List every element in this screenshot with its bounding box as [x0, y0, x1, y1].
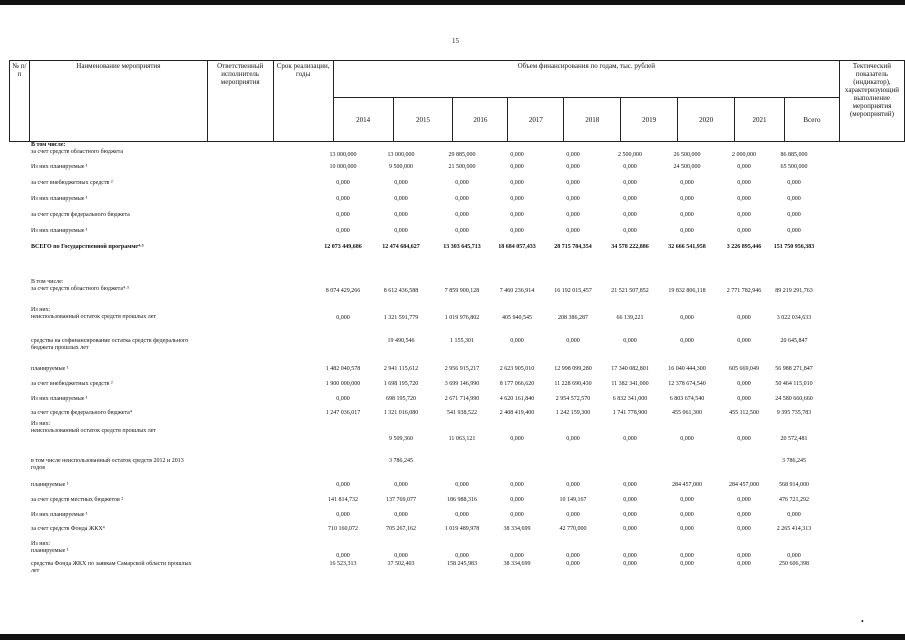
row-value: 0,000: [510, 152, 524, 158]
page-number: 15: [452, 37, 459, 45]
row-value: 0,000: [566, 512, 580, 518]
row-value: 6 803 674,540: [669, 396, 705, 402]
header-indicator: Тектический показатель (индикатор), характеризующий выполнение мероприятия (мероприятий): [839, 61, 904, 142]
row-label: за счет внебюджетных средств ²: [31, 180, 113, 186]
row-label: за счет внебюджетных средств ²: [31, 381, 113, 387]
row-value: 0,000: [510, 164, 524, 170]
row-value: 0,000: [680, 196, 694, 202]
row-value: 0,000: [510, 212, 524, 218]
row-value: 1 019 489,978: [444, 526, 480, 532]
row-value: 20 645,847: [780, 338, 808, 344]
row-value: 0,000: [566, 436, 580, 442]
row-value: 18 684 057,433: [498, 244, 536, 250]
row-value: 541 938,522: [447, 410, 477, 416]
row-value: 0,000: [510, 338, 524, 344]
header-year: Всего: [784, 98, 839, 142]
row-value: 37 502,403: [387, 561, 415, 567]
header-executor: Ответственный исполнитель мероприятия: [207, 61, 273, 142]
row-label: за счет средств местных бюджетов ²: [31, 497, 124, 503]
row-value: 3 699 146,990: [444, 381, 480, 387]
row-value: 0,000: [455, 512, 469, 518]
row-value: 0,000: [455, 482, 469, 488]
row-value: 6 832 341,000: [612, 396, 648, 402]
row-value: 3 786,245: [782, 458, 806, 464]
row-value: 0,000: [336, 228, 350, 234]
row-value: 0,000: [455, 228, 469, 234]
row-value: 605 669,049: [729, 366, 759, 372]
row-value: 158 245,983: [447, 561, 477, 567]
row-value: 0,000: [737, 526, 751, 532]
row-value: 0,000: [737, 381, 751, 387]
row-value: 0,000: [737, 396, 751, 402]
row-value: 1 698 195,720: [383, 381, 419, 387]
row-value: 208 386,287: [558, 315, 588, 321]
row-value: 0,000: [394, 482, 408, 488]
row-value: 10 000,000: [329, 164, 357, 170]
row-value: 3 786,245: [389, 458, 413, 464]
row-value: 0,000: [680, 436, 694, 442]
row-value: 34 578 222,886: [611, 244, 649, 250]
row-value: 1 741 778,900: [612, 410, 648, 416]
row-value: 12 998 099,280: [554, 366, 592, 372]
row-value: 0,000: [623, 482, 637, 488]
row-value: 11 382 341,000: [611, 381, 649, 387]
row-value: 0,000: [737, 436, 751, 442]
row-value: 1 019 976,802: [444, 315, 480, 321]
row-value: 50 464 115,010: [775, 381, 813, 387]
row-label: Из них планируемые ¹: [31, 396, 88, 402]
row-value: 65 500,000: [780, 164, 808, 170]
row-value: 0,000: [623, 497, 637, 503]
row-value: 0,000: [680, 338, 694, 344]
row-value: 0,000: [623, 212, 637, 218]
row-value: 16 192 015,457: [554, 288, 592, 294]
row-value: 3 226 895,446: [726, 244, 762, 250]
row-value: 137 769,077: [386, 497, 416, 503]
row-value: 0,000: [510, 553, 524, 559]
row-value: 21 500,000: [448, 164, 476, 170]
row-value: 0,000: [336, 482, 350, 488]
row-value: 405 940,545: [502, 315, 532, 321]
row-value: 0,000: [336, 315, 350, 321]
row-value: 2 954 572,570: [555, 396, 591, 402]
row-label: Из них: неиспользованный остаток средств прошлых лет: [31, 307, 157, 320]
row-value: 7 859 900,128: [444, 288, 480, 294]
row-value: 4 620 161,840: [499, 396, 535, 402]
row-value: 0,000: [787, 196, 801, 202]
row-value: 2 941 115,612: [383, 366, 419, 372]
row-value: 151 750 956,383: [773, 244, 815, 250]
row-value: 19 490,546: [387, 338, 415, 344]
row-value: 568 914,000: [779, 482, 809, 488]
row-value: 0,000: [394, 212, 408, 218]
row-value: 250 606,398: [779, 561, 809, 567]
row-value: 710 160,072: [328, 526, 358, 532]
row-value: 0,000: [566, 482, 580, 488]
row-value: 0,000: [737, 338, 751, 344]
row-label: В том числе: за счет средств областного бюджета⁴·⁵: [31, 279, 130, 292]
header-num: № п/п: [10, 61, 30, 142]
row-label: Из них планируемые ¹: [31, 164, 88, 170]
row-value: 2 265 414,313: [776, 526, 812, 532]
row-value: 1 155,301: [450, 338, 474, 344]
row-label: Из них: планируемые ¹: [31, 541, 69, 554]
row-label: ВСЕГО по Государственной программе⁴·⁵: [31, 244, 144, 250]
row-value: 0,000: [336, 553, 350, 559]
row-value: 455 112,500: [729, 410, 759, 416]
row-value: 1 482 040,578: [325, 366, 361, 372]
header-year: 2014: [333, 98, 393, 142]
row-value: 0,000: [623, 228, 637, 234]
row-value: 24 580 660,660: [775, 396, 813, 402]
row-value: 0,000: [737, 315, 751, 321]
row-value: 0,000: [787, 212, 801, 218]
row-label: Из них планируемые ¹: [31, 512, 88, 518]
row-value: 0,000: [510, 512, 524, 518]
row-value: 12 474 684,627: [382, 244, 420, 250]
row-value: 1 247 036,017: [325, 410, 361, 416]
row-value: 0,000: [566, 228, 580, 234]
row-value: 0,000: [394, 180, 408, 186]
row-value: 0,000: [680, 180, 694, 186]
row-value: 12 073 449,686: [324, 244, 362, 250]
row-value: 284 457,000: [672, 482, 702, 488]
row-value: 0,000: [336, 396, 350, 402]
row-value: 0,000: [680, 228, 694, 234]
row-value: 56 988 271,847: [775, 366, 813, 372]
row-value: 7 460 236,914: [499, 288, 535, 294]
row-value: 0,000: [680, 526, 694, 532]
row-value: 0,000: [787, 180, 801, 186]
row-value: 8 074 429,266: [325, 288, 361, 294]
row-label: Из них планируемые ¹: [31, 196, 88, 202]
row-value: 0,000: [623, 526, 637, 532]
row-value: 2 408 419,400: [499, 410, 535, 416]
row-value: 0,000: [680, 315, 694, 321]
row-label: в том числе неиспользованный остаток средств 2012 и 2013 годов: [31, 458, 184, 471]
row-value: 21 521 507,852: [611, 288, 649, 294]
row-value: 0,000: [510, 497, 524, 503]
row-value: 38 334,699: [503, 561, 531, 567]
row-value: 8 177 066,620: [499, 381, 535, 387]
row-value: 42 770,000: [559, 526, 587, 532]
row-value: 86 885,000: [780, 152, 808, 158]
row-value: 0,000: [566, 338, 580, 344]
row-value: 9 500,000: [389, 164, 413, 170]
row-value: 0,000: [787, 228, 801, 234]
row-value: 0,000: [336, 180, 350, 186]
row-value: 10 149,167: [559, 497, 587, 503]
header-term: Срок реализации, годы: [273, 61, 333, 142]
row-value: 0,000: [787, 512, 801, 518]
header-year: 2020: [678, 98, 735, 142]
row-label: средства Фонда ЖКХ по заявкам Самарской области прошлых лет: [31, 561, 192, 574]
row-value: 705 267,162: [386, 526, 416, 532]
row-value: 0,000: [680, 512, 694, 518]
row-value: 66 139,221: [616, 315, 644, 321]
row-value: 284 457,000: [729, 482, 759, 488]
row-value: 0,000: [623, 512, 637, 518]
row-value: 19 832 806,118: [668, 288, 706, 294]
row-value: 455 061,300: [672, 410, 702, 416]
row-value: 0,000: [510, 196, 524, 202]
header-name: Наименование мероприятия: [29, 61, 207, 142]
row-value: 8 612 436,588: [383, 288, 419, 294]
row-value: 0,000: [623, 553, 637, 559]
row-value: 29 885,000: [448, 152, 476, 158]
row-label: планируемые ¹: [31, 366, 69, 372]
header-year: 2021: [735, 98, 785, 142]
row-label: за счет средств Фонда ЖКХ⁴: [31, 526, 105, 532]
row-value: 698 195,720: [386, 396, 416, 402]
row-value: 26 500,000: [673, 152, 701, 158]
row-value: 0,000: [680, 212, 694, 218]
row-value: 476 721,292: [779, 497, 809, 503]
row-value: 0,000: [336, 212, 350, 218]
row-value: 141 814,732: [328, 497, 358, 503]
row-value: 0,000: [566, 212, 580, 218]
row-value: 0,000: [455, 212, 469, 218]
row-value: 0,000: [566, 152, 580, 158]
row-value: 0,000: [510, 228, 524, 234]
row-value: 0,000: [623, 561, 637, 567]
row-value: 0,000: [510, 180, 524, 186]
row-value: 0,000: [737, 212, 751, 218]
row-value: 0,000: [566, 180, 580, 186]
scan-dot: •: [861, 617, 864, 626]
row-value: 0,000: [336, 512, 350, 518]
header-year: 2018: [564, 98, 621, 142]
row-value: 2 000,000: [732, 152, 756, 158]
row-value: 11 228 690,430: [554, 381, 592, 387]
row-label: средства на софинансирование остатка средств федерального бюджета прошлых лет: [31, 338, 189, 351]
row-value: 0,000: [455, 553, 469, 559]
row-value: 1 321 591,779: [383, 315, 419, 321]
row-value: 0,000: [680, 561, 694, 567]
header-year: 2019: [621, 98, 678, 142]
row-value: 0,000: [737, 228, 751, 234]
row-value: 0,000: [737, 196, 751, 202]
row-value: 0,000: [566, 164, 580, 170]
row-value: 0,000: [680, 497, 694, 503]
row-value: 0,000: [510, 482, 524, 488]
row-value: 0,000: [680, 553, 694, 559]
row-value: 12 378 674,540: [668, 381, 706, 387]
row-value: 32 666 541,958: [668, 244, 706, 250]
row-value: 1 242 159,300: [555, 410, 591, 416]
row-value: 0,000: [737, 180, 751, 186]
row-value: 38 334,699: [503, 526, 531, 532]
row-value: 13 000,000: [329, 152, 357, 158]
row-value: 0,000: [566, 561, 580, 567]
row-value: 2 956 915,217: [444, 366, 480, 372]
header-financing: Объем финансирования по годам, тыс. рублей: [333, 61, 839, 98]
row-value: 0,000: [394, 228, 408, 234]
row-value: 0,000: [623, 180, 637, 186]
row-value: 2 500,000: [618, 152, 642, 158]
row-value: 0,000: [394, 553, 408, 559]
row-label: планируемые ¹: [31, 482, 69, 488]
row-value: 0,000: [336, 196, 350, 202]
row-label: Из них: неиспользованный остаток средств прошлых лет: [31, 421, 157, 434]
row-value: 0,000: [510, 436, 524, 442]
row-value: 20 572,481: [780, 436, 808, 442]
row-value: 0,000: [623, 338, 637, 344]
row-value: 2 623 905,010: [499, 366, 535, 372]
row-value: 13 000,000: [387, 152, 415, 158]
row-label: за счет средств федерального бюджета⁴: [31, 410, 132, 416]
row-value: 0,000: [737, 553, 751, 559]
row-label: за счет средств федерального бюджета: [31, 212, 130, 218]
header-year: 2016: [453, 98, 508, 142]
row-value: 0,000: [737, 497, 751, 503]
header-year: 2017: [508, 98, 564, 142]
row-value: 1 900 000,000: [325, 381, 361, 387]
scan-bottom-border: [0, 634, 905, 640]
row-label: Из них планируемые ¹: [31, 228, 88, 234]
row-value: 16 523,313: [329, 561, 357, 567]
row-value: 0,000: [455, 180, 469, 186]
header-year: 2015: [393, 98, 453, 142]
row-value: 0,000: [623, 196, 637, 202]
row-value: 0,000: [566, 553, 580, 559]
row-value: 28 715 784,354: [554, 244, 592, 250]
row-value: 3 022 034,633: [776, 315, 812, 321]
row-value: 0,000: [623, 436, 637, 442]
row-value: 17 340 082,801: [611, 366, 649, 372]
row-value: 0,000: [394, 196, 408, 202]
row-value: 24 500,000: [673, 164, 701, 170]
row-value: 9 509,360: [389, 436, 413, 442]
row-value: 0,000: [394, 512, 408, 518]
row-value: 0,000: [566, 196, 580, 202]
row-value: 9 395 735,783: [776, 410, 812, 416]
row-value: 0,000: [737, 164, 751, 170]
row-value: 89 219 291,763: [775, 288, 813, 294]
row-value: 11 063,121: [448, 436, 476, 442]
row-value: 13 303 645,713: [443, 244, 481, 250]
row-value: 16 040 444,300: [668, 366, 706, 372]
row-value: 186 988,316: [447, 497, 477, 503]
row-value: 0,000: [737, 512, 751, 518]
row-label: В том числе: за счет средств областного бюджета: [31, 142, 124, 155]
row-value: 2 771 782,946: [726, 288, 762, 294]
row-value: 0,000: [455, 196, 469, 202]
row-value: 0,000: [787, 553, 801, 559]
row-value: 0,000: [737, 561, 751, 567]
row-value: 0,000: [623, 164, 637, 170]
row-value: 1 321 016,080: [383, 410, 419, 416]
row-value: 2 671 714,990: [444, 396, 480, 402]
